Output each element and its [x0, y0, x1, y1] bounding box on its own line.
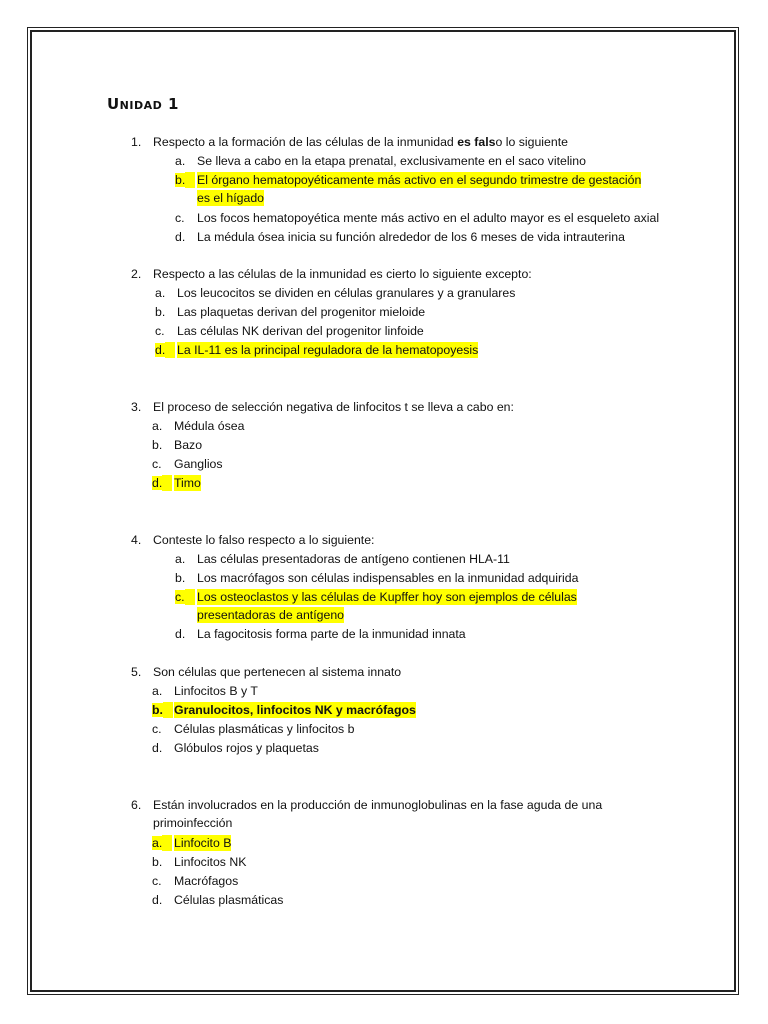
- option-letter: a.: [152, 684, 163, 698]
- option-6d: [152, 892, 284, 908]
- option-text: Los focos hematopoyética mente más activo en el adulto mayor es el esqueleto axial: [197, 211, 660, 225]
- option-text: Granulocitos, linfocitos NK y macrófagos: [174, 703, 416, 717]
- option-text-continued: es el hígado: [197, 191, 265, 205]
- option-2b: [155, 304, 426, 320]
- option-text: Se lleva a cabo en la etapa prenatal, exclusivamente en el saco vitelino: [197, 154, 586, 168]
- option-2a: [155, 285, 516, 301]
- option-text: Ganglios: [174, 457, 223, 471]
- option-6c: [152, 873, 239, 889]
- option-text: Linfocito B: [174, 836, 232, 850]
- option-text: Médula ósea: [174, 419, 245, 433]
- option-1c: [175, 210, 660, 226]
- option-letter: a.: [152, 836, 163, 850]
- question-number: 1.: [131, 135, 142, 149]
- question-number: 6.: [131, 798, 142, 812]
- option-5d: [152, 740, 319, 756]
- option-1a: [175, 153, 586, 169]
- option-letter: c.: [175, 211, 185, 225]
- option-text: Células plasmáticas y linfocitos b: [174, 722, 355, 736]
- option-letter: d.: [152, 741, 163, 755]
- option-2d-correct: [155, 342, 479, 358]
- question-text: El proceso de selección negativa de linfocitos t se lleva a cabo en:: [153, 400, 514, 414]
- question-2: [131, 266, 532, 282]
- option-6b: [152, 854, 247, 870]
- option-text: Las células NK derivan del progenitor linfoide: [177, 324, 424, 338]
- question-number: 5.: [131, 665, 142, 679]
- option-text: Los leucocitos se dividen en células granulares y a granulares: [177, 286, 516, 300]
- option-5b-correct: [152, 702, 416, 718]
- option-6a-correct: [152, 835, 232, 851]
- question-number: 3.: [131, 400, 142, 414]
- option-letter: c.: [152, 457, 162, 471]
- option-text: Timo: [174, 476, 201, 490]
- question-number: 2.: [131, 267, 142, 281]
- option-letter: c.: [175, 590, 185, 604]
- option-4d: [175, 626, 466, 642]
- option-letter: d.: [175, 230, 186, 244]
- question-text: Respecto a la formación de las células de la inmunidad es falso lo siguiente: [153, 135, 568, 149]
- option-letter: d.: [152, 893, 163, 907]
- option-letter: c.: [155, 324, 165, 338]
- option-3a: [152, 418, 245, 434]
- question-text: Están involucrados en la producción de inmunoglobulinas en la fase aguda de una: [153, 798, 603, 812]
- option-text: Bazo: [174, 438, 203, 452]
- question-text: Respecto a las células de la inmunidad es cierto lo siguiente excepto:: [153, 267, 532, 281]
- option-4b: [175, 570, 579, 586]
- option-text: Glóbulos rojos y plaquetas: [174, 741, 319, 755]
- question-4: [131, 532, 375, 548]
- option-text: La IL-11 es la principal reguladora de la hematopoyesis: [177, 343, 479, 357]
- option-text: El órgano hematopoyéticamente más activo en el segundo trimestre de gestación: [197, 173, 642, 187]
- option-3d-correct: [152, 475, 201, 491]
- option-1d: [175, 229, 625, 245]
- option-text: Células plasmáticas: [174, 893, 284, 907]
- option-5a: [152, 683, 258, 699]
- question-6: [131, 797, 603, 830]
- option-letter: d.: [152, 476, 163, 490]
- option-letter: b.: [155, 305, 166, 319]
- option-text: Linfocitos NK: [174, 855, 247, 869]
- option-letter: d.: [155, 343, 166, 357]
- question-text: Son células que pertenecen al sistema innato: [153, 665, 402, 679]
- option-letter: a.: [155, 286, 166, 300]
- option-letter: a.: [175, 154, 186, 168]
- option-letter: b.: [152, 855, 163, 869]
- option-text: La médula ósea inicia su función alrededor de los 6 meses de vida intrauterina: [197, 230, 625, 244]
- option-text: Las células presentadoras de antígeno contienen HLA-11: [197, 552, 510, 566]
- option-4c-correct: [175, 589, 577, 622]
- option-letter: b.: [175, 571, 186, 585]
- question-5: [131, 664, 402, 680]
- option-1b-correct: [175, 172, 642, 205]
- option-text: Las plaquetas derivan del progenitor mieloide: [177, 305, 426, 319]
- question-3: [131, 399, 514, 415]
- question-text: Conteste lo falso respecto a lo siguiente:: [153, 533, 375, 547]
- option-5c: [152, 721, 355, 737]
- option-text: La fagocitosis forma parte de la inmunidad innata: [197, 627, 466, 641]
- option-letter: a.: [152, 419, 163, 433]
- option-letter: b.: [175, 173, 186, 187]
- question-1: [131, 134, 568, 150]
- option-letter: c.: [152, 874, 162, 888]
- option-text: Linfocitos B y T: [174, 684, 258, 698]
- option-letter: a.: [175, 552, 186, 566]
- option-letter: c.: [152, 722, 162, 736]
- option-letter: b.: [152, 438, 163, 452]
- option-4a: [175, 551, 510, 567]
- question-text-continued: primoinfección: [153, 816, 233, 830]
- option-text: Macrófagos: [174, 874, 239, 888]
- option-letter: b.: [152, 703, 163, 717]
- question-number: 4.: [131, 533, 142, 547]
- option-text: Los osteoclastos y las células de Kupffer hoy son ejemplos de células: [197, 590, 577, 604]
- option-text-continued: presentadoras de antígeno: [197, 608, 344, 622]
- option-2c: [155, 323, 424, 339]
- option-3c: [152, 456, 223, 472]
- option-3b: [152, 437, 203, 453]
- option-text: Los macrófagos son células indispensables en la inmunidad adquirida: [197, 571, 579, 585]
- page-title: Unidad 1: [107, 95, 179, 113]
- option-letter: d.: [175, 627, 186, 641]
